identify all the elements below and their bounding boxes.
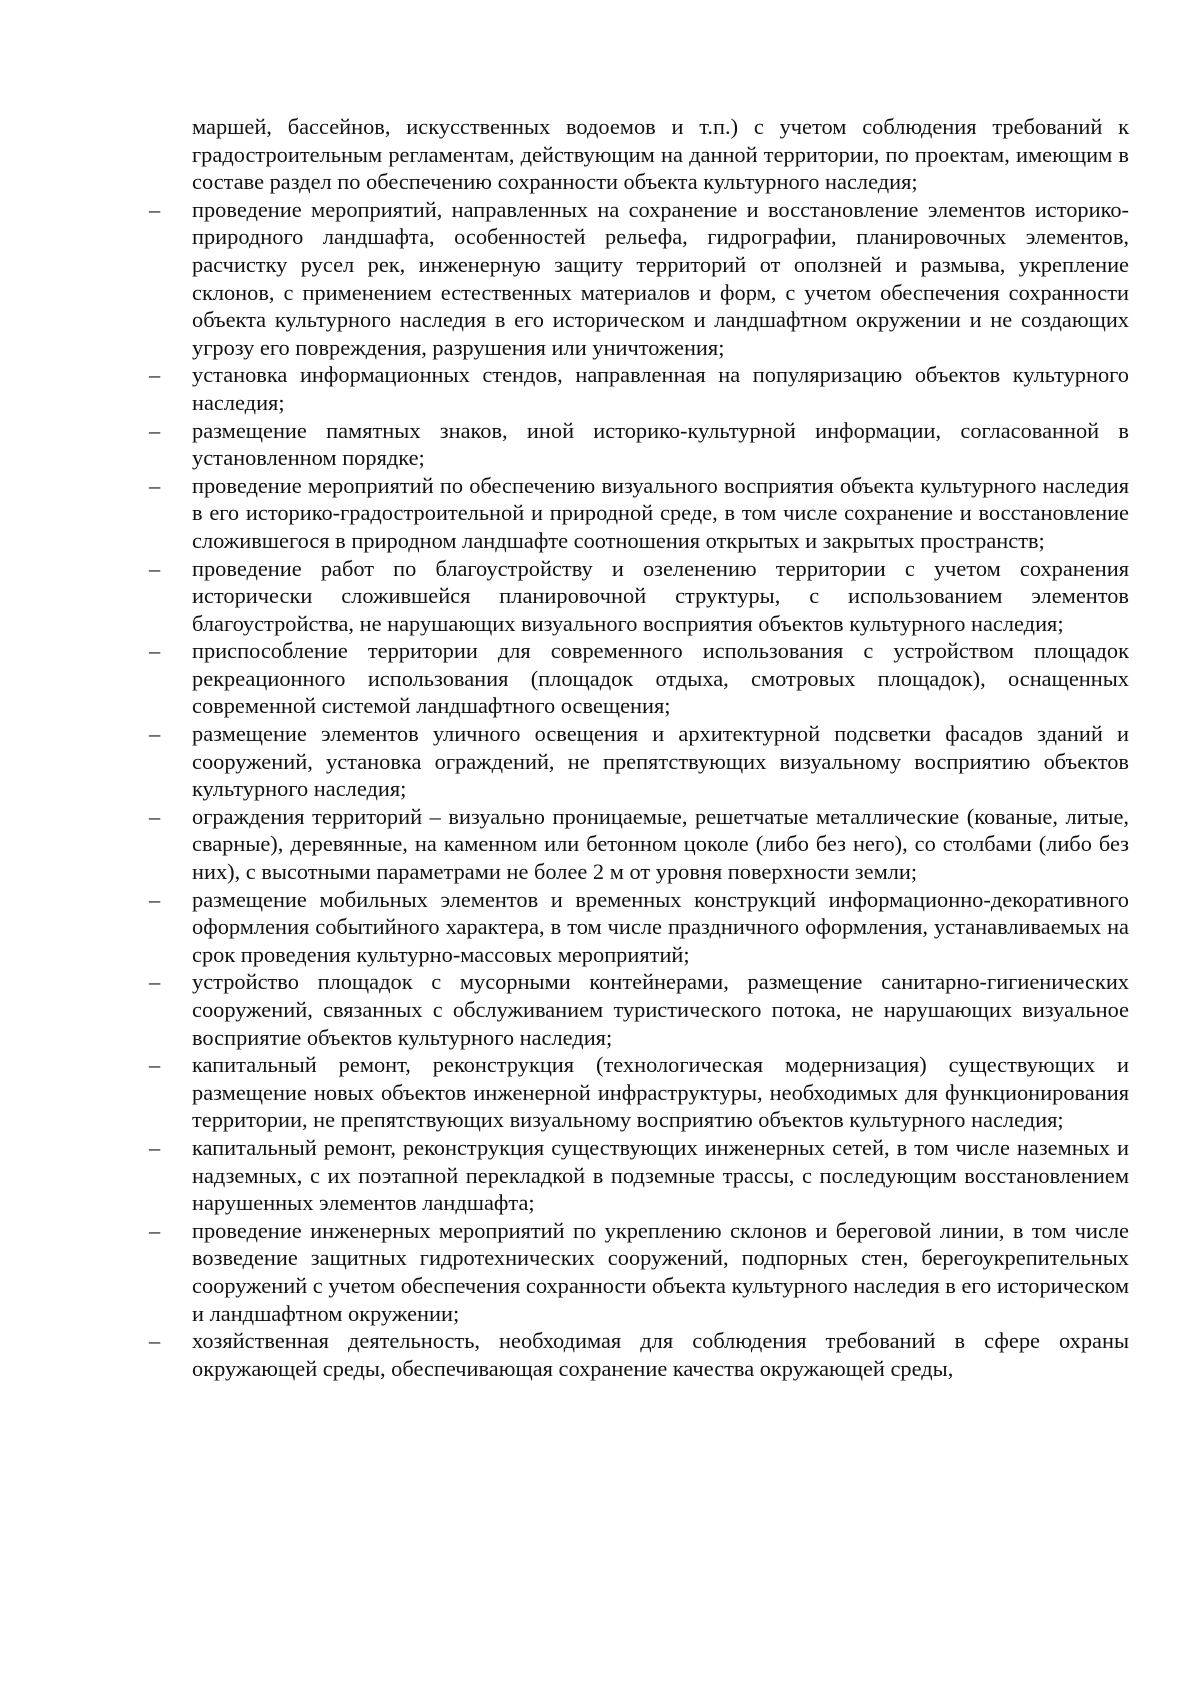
list-item-text: размещение элементов уличного освещения и архитектурной подсветки фасадов зданий и сооружений, установка ограждений, не препятствующих визуальному восприятию объектов культурного наследия; [192, 721, 1129, 802]
list-item [149, 472, 1129, 555]
list-item-text: приспособление территории для современного использования с устройством площадок рекреационного использования (площадок отдыха, смотровых площадок), оснащенных современной системой ландшафтного освещения; [192, 638, 1129, 719]
list-item [149, 886, 1129, 969]
requirements-list [149, 196, 1129, 1383]
list-item [149, 361, 1129, 416]
list-item [149, 720, 1129, 803]
dash-bullet: – [149, 417, 161, 443]
dash-bullet: – [149, 969, 161, 995]
dash-bullet: – [149, 555, 161, 581]
dash-bullet: – [149, 638, 161, 664]
dash-bullet: – [149, 1052, 161, 1078]
list-item [149, 196, 1129, 362]
list-item-text: хозяйственная деятельность, необходимая для соблюдения требований в сфере охраны окружающей среды, обеспечивающая сохранение качества окружающей среды, [192, 1328, 1129, 1381]
dash-bullet: – [149, 1217, 161, 1243]
dash-bullet: – [149, 721, 161, 747]
list-item [149, 1134, 1129, 1217]
list-item [149, 1051, 1129, 1134]
list-item-text: проведение инженерных мероприятий по укреплению склонов и береговой линии, в том числе возведение защитных гидротехнических сооружений, подпорных стен, берегоукрепительных сооружений с учетом обеспечения сохранности объекта культурного наследия в его историческом и ландшафтном окружении; [192, 1217, 1129, 1326]
intro-paragraph: маршей, бассейнов, искусственных водоемов и т.п.) с учетом соблюдения требований к градостроительным регламентам, действующим на данной территории, по проектам, имеющим в составе раздел по обеспечению сохранности объекта культурного наследия; [192, 114, 1129, 195]
list-item-text: размещение памятных знаков, иной историко-культурной информации, согласованной в установленном порядке; [192, 417, 1129, 471]
list-item-text: проведение мероприятий по обеспечению визуального восприятия объекта культурного наследия в его историко-градостроительной и природной среде, в том числе сохранение и восстановление сложившегося в природном ландшафте соотношения открытых и закрытых пространств; [192, 472, 1129, 553]
list-item [149, 417, 1129, 472]
list-item-text: капитальный ремонт, реконструкция (технологическая модернизация) существующих и размещение новых объектов инженерной инфраструктуры, необходимых для функционирования территории, не препятствующих визуальному восприятию объектов культурного наследия; [192, 1052, 1129, 1133]
list-item-text: проведение работ по благоустройству и озеленению территории с учетом сохранения исторически сложившейся планировочной структуры, с использованием элементов благоустройства, не нарушающих визуального восприятия объектов культурного наследия; [192, 555, 1129, 636]
list-item-text: ограждения территорий – визуально проницаемые, решетчатые металлические (кованые, литые, сварные), деревянные, на каменном или бетонном цоколе (либо без него), со столбами (либо без них), с высотными параметрами не более 2 м от уровня поверхности земли; [192, 803, 1129, 885]
list-item [149, 968, 1129, 1051]
list-item-text: проведение мероприятий, направленных на сохранение и восстановление элементов историко-природного ландшафта, особенностей рельефа, гидрографии, планировочных элементов, расчистку русел рек, инженерную защиту территорий от оползней и размыва, укрепление склонов, с применением естественных материалов и форм, с учетом обеспечения сохранности объекта культурного наследия в его историческом и ландшафтном окружении и не создающих угрозу его повреждения, разрушения или уничтожения; [192, 196, 1129, 360]
document-body [149, 113, 1129, 1382]
dash-bullet: – [149, 472, 161, 498]
list-item [149, 637, 1129, 720]
list-item [149, 1327, 1129, 1382]
list-item [149, 803, 1129, 886]
dash-bullet: – [149, 196, 161, 222]
list-item [149, 555, 1129, 638]
dash-bullet: – [149, 1328, 161, 1354]
dash-bullet: – [149, 362, 161, 388]
list-item-text: капитальный ремонт, реконструкция существующих инженерных сетей, в том числе наземных и надземных, с их поэтапной перекладкой в подземные трассы, с последующим восстановлением нарушенных элементов ландшафта; [192, 1134, 1129, 1216]
dash-bullet: – [149, 803, 161, 829]
dash-bullet: – [149, 1134, 161, 1160]
list-item-text: устройство площадок с мусорными контейнерами, размещение санитарно-гигиенических сооружений, связанных с обслуживанием туристического потока, не нарушающих визуальное восприятие объектов культурного наследия; [192, 969, 1129, 1050]
list-item-text: размещение мобильных элементов и временных конструкций информационно-декоративного оформления событийного характера, в том числе праздничного оформления, устанавливаемых на срок проведения культурно-массовых мероприятий; [192, 886, 1129, 967]
list-item [149, 1217, 1129, 1327]
dash-bullet: – [149, 886, 161, 912]
list-item-text: установка информационных стендов, направленная на популяризацию объектов культурного наследия; [192, 362, 1129, 415]
